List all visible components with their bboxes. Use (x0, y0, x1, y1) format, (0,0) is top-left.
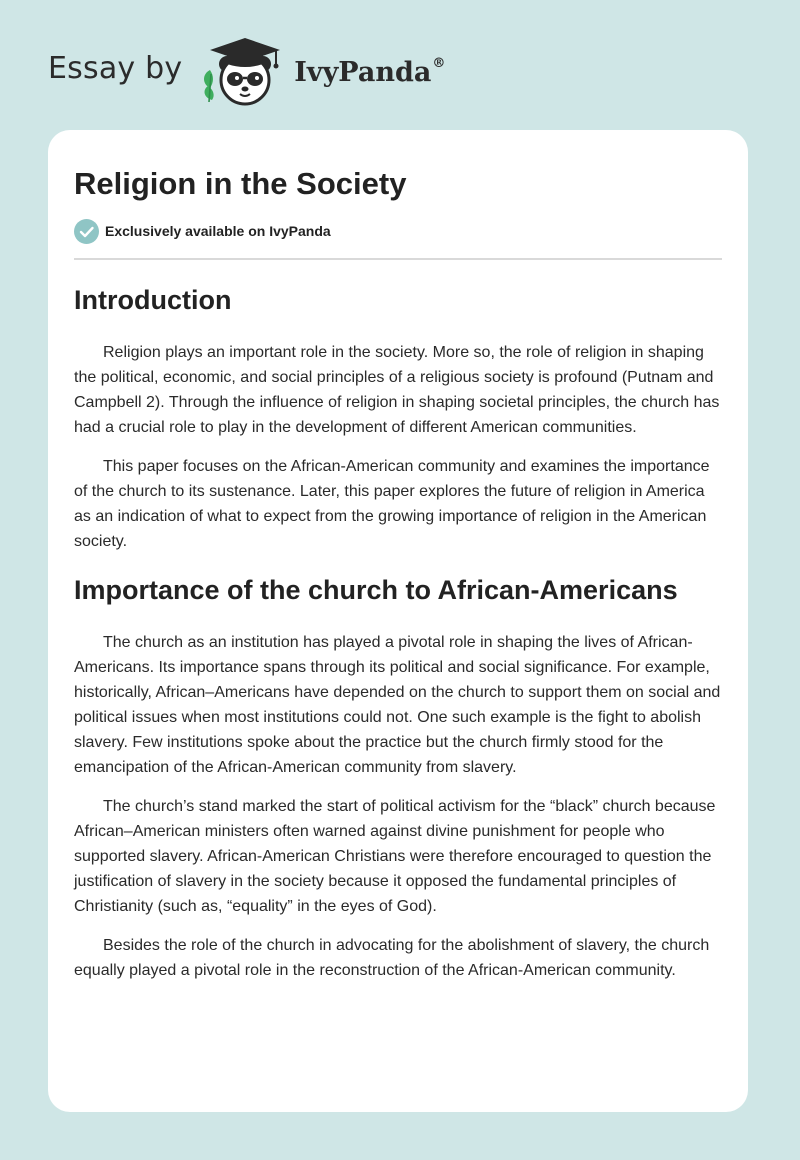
exclusive-badge (74, 218, 722, 244)
brand-prefix: Essay by (48, 50, 183, 86)
check-circle-icon (74, 219, 99, 244)
paragraph: This paper focuses on the African-American community and examines the importance of the church to its sustenance. Later, this paper explores the future of religion in America as an indication of what to expect from the growing importance of religion in the American society. (74, 458, 710, 550)
paragraph: Religion plays an important role in the society. More so, the role of religion in shaping the political, economic, and social principles of a religious society is profound (Putnam and Campbell 2). Through the influence of religion in shaping societal principles, the church has had a crucial role to play in the development of different American communities. (74, 344, 720, 436)
section-importance-of-church (74, 572, 722, 983)
brand-name: IvyPanda® (294, 55, 446, 88)
essay-title: Religion in the Society (74, 166, 407, 201)
registered-mark: ® (432, 55, 446, 71)
exclusive-badge-text: Exclusively available on IvyPanda (105, 223, 331, 239)
paragraph: The church as an institution has played a pivotal role in shaping the lives of African-Americans. Its importance spans through its political and social significance. For example, historically, African–Americans have depended on the church to support them on social and political issues when most institutions could not. One such example is the fight to abolish slavery. Few institutions spoke about the practice but the church firmly stood for the emancipation of the African-American community from slavery. (74, 634, 721, 776)
brand-header (48, 30, 445, 110)
essay-card (48, 130, 748, 1112)
section-heading: Introduction (74, 285, 232, 315)
paragraph: The church’s stand marked the start of political activism for the “black” church because African–American ministers often warned against divine punishment for people who supported slavery. African-American Christians were therefore encouraged to question the justification of slavery in the society because it opposed the fundamental principles of Christianity (such as, “equality” in the eyes of God). (74, 798, 716, 915)
title-divider (74, 258, 722, 260)
section-heading: Importance of the church to African-Americans (74, 575, 678, 605)
section-introduction (74, 282, 722, 554)
panda-graduate-icon (196, 30, 292, 110)
paragraph: Besides the role of the church in advocating for the abolishment of slavery, the church equally played a pivotal role in the reconstruction of the African-American community. (74, 937, 710, 979)
